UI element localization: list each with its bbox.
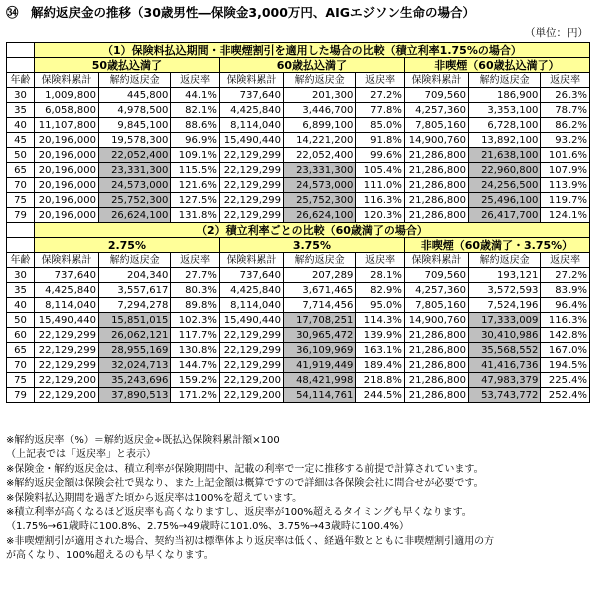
- age-cell: 65: [7, 163, 35, 178]
- age-cell: 70: [7, 178, 35, 193]
- cumulative-cell: 737,640: [219, 88, 283, 103]
- refund-cell: 6,728,100: [468, 118, 540, 133]
- table-row: [7, 133, 590, 148]
- cumulative-cell: 8,114,040: [219, 298, 283, 313]
- note-line: ※保険料払込期間を過ぎた頃から返戻率は100%を超えています。: [6, 492, 303, 504]
- cumulative-cell: 14,900,760: [404, 313, 468, 328]
- rate-cell: 218.8%: [356, 373, 405, 388]
- rate-cell: 27.7%: [171, 268, 220, 283]
- rate-cell: 26.3%: [541, 88, 590, 103]
- cumulative-cell: 21,286,800: [404, 343, 468, 358]
- note-line: ※非喫煙割引が適用された場合、契約当初は標準体より返戻率は低く、経過年数とともに非喫煙割引適用の方: [6, 535, 495, 547]
- cumulative-cell: 8,114,040: [34, 298, 98, 313]
- table-row: [7, 328, 590, 343]
- cumulative-cell: 4,257,360: [404, 103, 468, 118]
- refund-cell: 3,671,465: [283, 283, 355, 298]
- rate-cell: 96.4%: [541, 298, 590, 313]
- age-cell: 40: [7, 298, 35, 313]
- table-row: [7, 313, 590, 328]
- cumulative-cell: 22,129,299: [219, 178, 283, 193]
- header-age: 年齢: [7, 253, 35, 268]
- age-cell: 35: [7, 103, 35, 118]
- refund-cell: 48,421,998: [283, 373, 355, 388]
- rate-cell: 109.1%: [171, 148, 220, 163]
- rate-cell: 115.5%: [171, 163, 220, 178]
- cumulative-cell: 21,286,800: [404, 358, 468, 373]
- age-cell: 50: [7, 148, 35, 163]
- cumulative-cell: 20,196,000: [34, 148, 98, 163]
- refund-cell: 22,052,400: [283, 148, 355, 163]
- refund-cell: 186,900: [468, 88, 540, 103]
- refund-cell: 3,572,593: [468, 283, 540, 298]
- cumulative-cell: 20,196,000: [34, 163, 98, 178]
- notes: [6, 434, 594, 564]
- rate-cell: 171.2%: [171, 388, 220, 403]
- header-rate: 返戻率: [171, 253, 220, 268]
- age-cell: 40: [7, 118, 35, 133]
- rate-cell: 244.5%: [356, 388, 405, 403]
- header-rate: 返戻率: [541, 73, 590, 88]
- cumulative-cell: 22,129,299: [219, 358, 283, 373]
- cumulative-cell: 15,490,440: [34, 313, 98, 328]
- table-row: [7, 193, 590, 208]
- rate-cell: 27.2%: [541, 268, 590, 283]
- cumulative-cell: 4,425,840: [34, 283, 98, 298]
- refund-cell: 24,573,000: [283, 178, 355, 193]
- rate-cell: 111.0%: [356, 178, 405, 193]
- cumulative-cell: 22,129,299: [219, 193, 283, 208]
- rate-cell: 78.7%: [541, 103, 590, 118]
- cumulative-cell: 15,490,440: [219, 133, 283, 148]
- refund-cell: 21,638,100: [468, 148, 540, 163]
- cumulative-cell: 22,129,299: [219, 208, 283, 223]
- table-row: [7, 358, 590, 373]
- section1-group-2: 60歳払込満了: [219, 58, 404, 73]
- section1-group-1: 50歳払込満了: [34, 58, 219, 73]
- refund-cell: 26,417,700: [468, 208, 540, 223]
- rate-cell: 101.6%: [541, 148, 590, 163]
- rate-cell: 99.6%: [356, 148, 405, 163]
- age-cell: 79: [7, 388, 35, 403]
- note-line: （1.75%→61歳時に100.8%、2.75%→49歳時に101.0%、3.75%→43歳時に100.4%）: [6, 521, 410, 533]
- refund-cell: 7,714,456: [283, 298, 355, 313]
- table-row: [7, 298, 590, 313]
- cumulative-cell: 22,129,299: [34, 343, 98, 358]
- refund-cell: 3,557,617: [98, 283, 170, 298]
- refund-cell: 201,300: [283, 88, 355, 103]
- refund-cell: 23,331,300: [98, 163, 170, 178]
- cumulative-cell: 8,114,040: [219, 118, 283, 133]
- refund-cell: 25,496,100: [468, 193, 540, 208]
- refund-cell: 25,752,300: [98, 193, 170, 208]
- cumulative-cell: 4,425,840: [219, 103, 283, 118]
- cumulative-cell: 737,640: [219, 268, 283, 283]
- rate-cell: 88.6%: [171, 118, 220, 133]
- header-rate: 返戻率: [541, 253, 590, 268]
- cumulative-cell: 4,257,360: [404, 283, 468, 298]
- rate-cell: 225.4%: [541, 373, 590, 388]
- age-cell: 75: [7, 193, 35, 208]
- header-refund: 解約返戻金: [283, 253, 355, 268]
- header-rate: 返戻率: [356, 253, 405, 268]
- cumulative-cell: 21,286,800: [404, 148, 468, 163]
- rate-cell: 95.0%: [356, 298, 405, 313]
- rate-cell: 252.4%: [541, 388, 590, 403]
- refund-cell: 3,446,700: [283, 103, 355, 118]
- cumulative-cell: 22,129,299: [219, 148, 283, 163]
- header-cumulative: 保険料累計: [404, 73, 468, 88]
- rate-cell: 82.9%: [356, 283, 405, 298]
- table-row: [7, 283, 590, 298]
- refund-cell: 37,890,513: [98, 388, 170, 403]
- refund-cell: 23,331,300: [283, 163, 355, 178]
- cumulative-cell: 6,058,800: [34, 103, 98, 118]
- refund-cell: 28,955,169: [98, 343, 170, 358]
- rate-cell: 116.3%: [356, 193, 405, 208]
- refund-cell: 9,845,100: [98, 118, 170, 133]
- table-row: [7, 103, 590, 118]
- table-row: [7, 388, 590, 403]
- cumulative-cell: 709,560: [404, 268, 468, 283]
- header-cumulative: 保険料累計: [404, 253, 468, 268]
- cumulative-cell: 21,286,800: [404, 388, 468, 403]
- section1-title: （1）保険料払込期間・非喫煙割引を適用した場合の比較（積立利率1.75%の場合）: [34, 43, 589, 58]
- cumulative-cell: 7,805,160: [404, 118, 468, 133]
- rate-cell: 130.8%: [171, 343, 220, 358]
- section2-group-3: 非喫煙（60歳満了・3.75%）: [404, 238, 589, 253]
- cumulative-cell: 22,129,200: [34, 373, 98, 388]
- rate-cell: 120.3%: [356, 208, 405, 223]
- rate-cell: 139.9%: [356, 328, 405, 343]
- cumulative-cell: 21,286,800: [404, 373, 468, 388]
- rate-cell: 83.9%: [541, 283, 590, 298]
- age-cell: 35: [7, 283, 35, 298]
- rate-cell: 127.5%: [171, 193, 220, 208]
- cumulative-cell: 21,286,800: [404, 208, 468, 223]
- refund-cell: 35,243,696: [98, 373, 170, 388]
- rate-cell: 86.2%: [541, 118, 590, 133]
- refund-cell: 204,340: [98, 268, 170, 283]
- note-line: ※積立利率が高くなるほど返戻率も高くなりますし、返戻率が100%超えるタイミングも早くなります。: [6, 507, 472, 519]
- table-row: [7, 208, 590, 223]
- rate-cell: 105.4%: [356, 163, 405, 178]
- table-row: [7, 118, 590, 133]
- refund-table: [6, 42, 590, 403]
- section1-group-3: 非喫煙（60歳払込満了）: [404, 58, 589, 73]
- cumulative-cell: 22,129,200: [219, 388, 283, 403]
- section2-title: （2）積立利率ごとの比較（60歳満了の場合）: [34, 223, 589, 238]
- cumulative-cell: 20,196,000: [34, 193, 98, 208]
- refund-cell: 32,024,713: [98, 358, 170, 373]
- cumulative-cell: 20,196,000: [34, 133, 98, 148]
- refund-cell: 14,221,200: [283, 133, 355, 148]
- cumulative-cell: 7,805,160: [404, 298, 468, 313]
- header-refund: 解約返戻金: [98, 73, 170, 88]
- rate-cell: 82.1%: [171, 103, 220, 118]
- table-row: [7, 268, 590, 283]
- cumulative-cell: 20,196,000: [34, 208, 98, 223]
- header-cumulative: 保険料累計: [34, 253, 98, 268]
- refund-cell: 22,052,400: [98, 148, 170, 163]
- refund-cell: 193,121: [468, 268, 540, 283]
- section2-body: [7, 223, 590, 403]
- refund-cell: 30,965,472: [283, 328, 355, 343]
- age-cell: 30: [7, 268, 35, 283]
- table-row: [7, 163, 590, 178]
- age-cell: 75: [7, 373, 35, 388]
- rate-cell: 27.2%: [356, 88, 405, 103]
- cumulative-cell: 22,129,299: [219, 328, 283, 343]
- cumulative-cell: 15,490,440: [219, 313, 283, 328]
- cumulative-cell: 22,129,299: [34, 358, 98, 373]
- unit-label: （単位：円）: [525, 27, 588, 39]
- refund-cell: 25,752,300: [283, 193, 355, 208]
- rate-cell: 89.8%: [171, 298, 220, 313]
- rate-cell: 85.0%: [356, 118, 405, 133]
- age-cell: 45: [7, 133, 35, 148]
- refund-cell: 36,109,969: [283, 343, 355, 358]
- rate-cell: 102.3%: [171, 313, 220, 328]
- cumulative-cell: 709,560: [404, 88, 468, 103]
- refund-cell: 17,333,009: [468, 313, 540, 328]
- rate-cell: 28.1%: [356, 268, 405, 283]
- refund-cell: 24,256,500: [468, 178, 540, 193]
- note-line: が高くなり、100%超えるのも早くなります。: [6, 550, 214, 562]
- rate-cell: 124.1%: [541, 208, 590, 223]
- rate-cell: 96.9%: [171, 133, 220, 148]
- age-cell: 50: [7, 313, 35, 328]
- header-refund: 解約返戻金: [283, 73, 355, 88]
- rate-cell: 116.3%: [541, 313, 590, 328]
- rate-cell: 91.8%: [356, 133, 405, 148]
- header-refund: 解約返戻金: [98, 253, 170, 268]
- refund-cell: 26,624,100: [98, 208, 170, 223]
- rate-cell: 121.6%: [171, 178, 220, 193]
- rate-cell: 80.3%: [171, 283, 220, 298]
- rate-cell: 77.8%: [356, 103, 405, 118]
- refund-cell: 24,573,000: [98, 178, 170, 193]
- cumulative-cell: 1,009,800: [34, 88, 98, 103]
- refund-cell: 54,114,761: [283, 388, 355, 403]
- refund-cell: 41,919,449: [283, 358, 355, 373]
- header-refund: 解約返戻金: [468, 73, 540, 88]
- note-line: ※保険金・解約返戻金は、積立利率が保険期間中、記載の利率で一定に推移する前提で計算されています。: [6, 463, 484, 475]
- cumulative-cell: 22,129,200: [34, 388, 98, 403]
- table-row: [7, 88, 590, 103]
- refund-cell: 47,983,379: [468, 373, 540, 388]
- refund-cell: 207,289: [283, 268, 355, 283]
- refund-cell: 7,294,278: [98, 298, 170, 313]
- age-cell: 70: [7, 358, 35, 373]
- cumulative-cell: 22,129,299: [219, 343, 283, 358]
- rate-cell: 114.3%: [356, 313, 405, 328]
- rate-cell: 144.7%: [171, 358, 220, 373]
- rate-cell: 131.8%: [171, 208, 220, 223]
- table-row: [7, 178, 590, 193]
- refund-cell: 13,892,100: [468, 133, 540, 148]
- refund-cell: 22,960,800: [468, 163, 540, 178]
- cumulative-cell: 21,286,800: [404, 193, 468, 208]
- cumulative-cell: 21,286,800: [404, 328, 468, 343]
- table-row: [7, 373, 590, 388]
- cumulative-cell: 22,129,299: [34, 328, 98, 343]
- refund-cell: 17,708,251: [283, 313, 355, 328]
- rate-cell: 107.9%: [541, 163, 590, 178]
- header-cumulative: 保険料累計: [219, 253, 283, 268]
- refund-cell: 30,410,986: [468, 328, 540, 343]
- age-cell: 30: [7, 88, 35, 103]
- cumulative-cell: 21,286,800: [404, 178, 468, 193]
- rate-cell: 159.2%: [171, 373, 220, 388]
- note-line: （上記表では「返戻率」と表示）: [6, 449, 156, 461]
- refund-cell: 53,743,772: [468, 388, 540, 403]
- cumulative-cell: 21,286,800: [404, 163, 468, 178]
- rate-cell: 119.7%: [541, 193, 590, 208]
- rate-cell: 167.0%: [541, 343, 590, 358]
- section2-group-2: 3.75%: [219, 238, 404, 253]
- cumulative-cell: 22,129,200: [219, 373, 283, 388]
- header-age: 年齢: [7, 73, 35, 88]
- refund-cell: 445,800: [98, 88, 170, 103]
- refund-cell: 15,851,015: [98, 313, 170, 328]
- section1-header-row: [7, 73, 590, 88]
- section1-body: [7, 43, 590, 223]
- refund-cell: 26,624,100: [283, 208, 355, 223]
- rate-cell: 194.5%: [541, 358, 590, 373]
- header-rate: 返戻率: [171, 73, 220, 88]
- section2-group-1: 2.75%: [34, 238, 219, 253]
- refund-cell: 7,524,196: [468, 298, 540, 313]
- cumulative-cell: 737,640: [34, 268, 98, 283]
- rate-cell: 44.1%: [171, 88, 220, 103]
- refund-cell: 6,899,100: [283, 118, 355, 133]
- rate-cell: 113.9%: [541, 178, 590, 193]
- note-line: ※解約返戻率（%）＝解約返戻金÷既払込保険料累計額×100: [6, 435, 280, 446]
- table-row: [7, 343, 590, 358]
- section2-header-row: [7, 253, 590, 268]
- cumulative-cell: 11,107,800: [34, 118, 98, 133]
- rate-cell: 142.8%: [541, 328, 590, 343]
- rate-cell: 189.4%: [356, 358, 405, 373]
- header-cumulative: 保険料累計: [34, 73, 98, 88]
- refund-cell: 41,416,736: [468, 358, 540, 373]
- rate-cell: 93.2%: [541, 133, 590, 148]
- cumulative-cell: 4,425,840: [219, 283, 283, 298]
- refund-cell: 19,578,300: [98, 133, 170, 148]
- header-refund: 解約返戻金: [468, 253, 540, 268]
- cumulative-cell: 20,196,000: [34, 178, 98, 193]
- refund-cell: 26,062,121: [98, 328, 170, 343]
- note-line: ※解約返戻金額は保険会社で異なり、また上記金額は概算ですので詳細は各保険会社に問合せが必要です。: [6, 478, 484, 490]
- age-cell: 60: [7, 328, 35, 343]
- cumulative-cell: 14,900,760: [404, 133, 468, 148]
- age-cell: 65: [7, 343, 35, 358]
- header-rate: 返戻率: [356, 73, 405, 88]
- cumulative-cell: 22,129,299: [219, 163, 283, 178]
- header-cumulative: 保険料累計: [219, 73, 283, 88]
- rate-cell: 163.1%: [356, 343, 405, 358]
- page-title: ㉞ 解約返戻金の推移（30歳男性―保険金3,000万円、AIGエジソン生命の場合）: [6, 5, 476, 20]
- rate-cell: 117.7%: [171, 328, 220, 343]
- refund-cell: 3,353,100: [468, 103, 540, 118]
- refund-cell: 4,978,500: [98, 103, 170, 118]
- table-row: [7, 148, 590, 163]
- age-cell: 79: [7, 208, 35, 223]
- refund-cell: 35,568,552: [468, 343, 540, 358]
